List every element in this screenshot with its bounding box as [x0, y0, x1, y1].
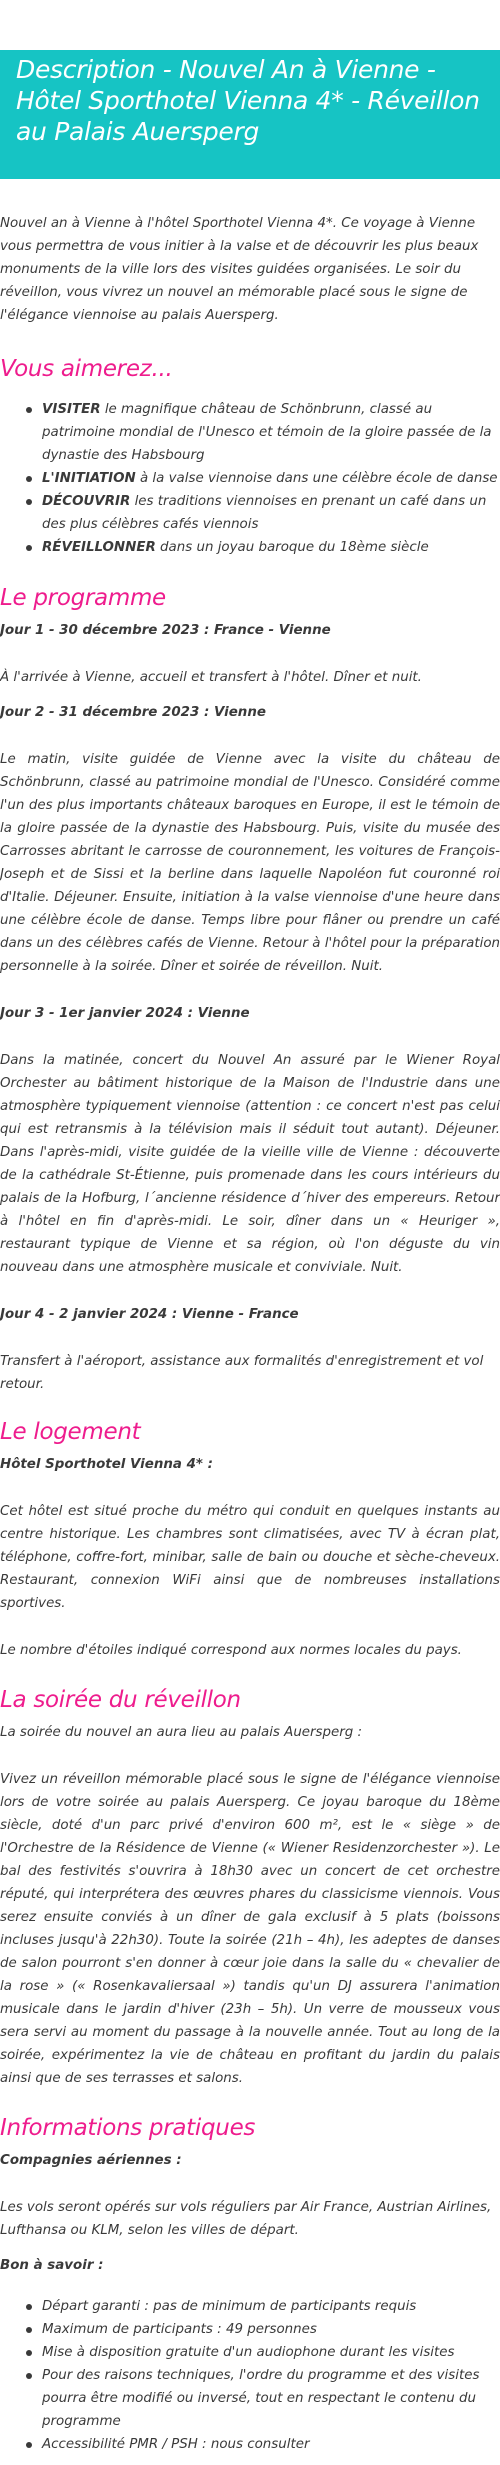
soiree-text: Vivez un réveillon mémorable placé sous le signe de l'élégance viennoise lors de votre soirée au palais Auersperg. Ce joyau baroque du 18ème siècle, doté d'un parc privé d'environ 600 m², est le « siège » de l'Orchestre de la Résidence de Vienne (« Wiener Residenzorchester »). Le bal des festivités s'ouvrira à 18h30 avec un concert de cet orchestre réputé, qui interprétera des œuvres phares du classicisme viennois. Vous serez ensuite conviés à un dîner de gala exclusif à 5 plats (boissons incluses jusqu'à 22h30). Toute la soirée (21h – 4h), les adeptes de danses de salon pourront s'en donner à cœur joie dans la salle du « chevalier de la rose » (« Rosenkavaliersaal ») tandis qu'un DJ assurera l'animation musicale dans le jardin d'hiver (23h – 5h). Un verre de mousseux vous sera servi au moment du passage à la nouvelle année. Tout au long de la soirée, expérimentez la vie de château en profitant du jardin du palais ainsi que de ses terrasses et salons.	[0, 1772, 500, 2086]
intro-paragraph: Nouvel an à Vienne à l'hôtel Sporthotel Vienna 4*. Ce voyage à Vienne vous permettra de vous initier à la valse et de découvrir les plus beaux monuments de la ville lors des visites guidées organisées. Le soir du réveillon, vous vivrez un nouvel an mémorable placé sous le signe de l'élégance viennoise au palais Auersperg.	[0, 216, 479, 323]
list-item: VISITER le magnifique château de Schönbrunn, classé au patrimoine mondial de l'Unesco et témoin de la gloire passée de la dynastie des Habsbourg	[42, 398, 500, 467]
soiree-lead: La soirée du nouvel an aura lieu au palais Auersperg :	[0, 1725, 363, 1740]
list-item: Maximum de participants : 49 personnes	[42, 2318, 500, 2341]
logement-note: Le nombre d'étoiles indiqué correspond aux normes locales du pays.	[0, 1643, 462, 1658]
day3-title: Jour 3 - 1er janvier 2024 : Vienne	[0, 1006, 250, 1021]
vous-aimerez-heading: Vous aimerez...	[0, 356, 173, 382]
list-item: Mise à disposition gratuite d'un audiophone durant les visites	[42, 2341, 500, 2364]
day1-text: À l'arrivée à Vienne, accueil et transfert à l'hôtel. Dîner et nuit.	[0, 670, 422, 685]
hotel-name: Hôtel Sporthotel Vienna 4* :	[0, 1457, 213, 1472]
list-item: Départ garanti : pas de minimum de participants requis	[42, 2295, 500, 2318]
day4-title: Jour 4 - 2 janvier 2024 : Vienne - France	[0, 1307, 299, 1322]
day2-title: Jour 2 - 31 décembre 2023 : Vienne	[0, 705, 266, 720]
list-item: Accessibilité PMR / PSH : nous consulter	[42, 2433, 500, 2456]
logement-text: Cet hôtel est situé proche du métro qui conduit en quelques instants au centre historique. Les chambres sont climatisées, avec TV à écran plat, téléphone, coffre-fort, minibar, salle de bain ou douche et sèche-cheveux. Restaurant, connexion WiFi ainsi que de nombreuses installations sportives.	[0, 1504, 500, 1611]
content	[0, 212, 500, 2456]
day4-text: Transfert à l'aéroport, assistance aux formalités d'enregistrement et vol retour.	[0, 1354, 484, 1392]
bon-a-savoir-title: Bon à savoir :	[0, 2258, 104, 2273]
list-item: DÉCOUVRIR les traditions viennoises en prenant un café dans un des plus célèbres cafés viennois	[42, 490, 500, 536]
logement-heading: Le logement	[0, 1419, 141, 1445]
list-item: Pour des raisons techniques, l'ordre du programme et des visites pourra être modifié ou inversé, tout en respectant le contenu du programme	[42, 2364, 500, 2433]
compagnies-text: Les vols seront opérés sur vols réguliers par Air France, Austrian Airlines, Lufthansa ou KLM, selon les villes de départ.	[0, 2200, 492, 2238]
day3-text: Dans la matinée, concert du Nouvel An assuré par le Wiener Royal Orchester au bâtiment historique de la Maison de l'Industrie dans une atmosphère typiquement viennoise (attention : ce concert n'est pas celui qui est retransmis à la télévision mais il séduit tout autant). Déjeuner. Dans l'après-midi, visite guidée de la vieille ville de Vienne : découverte de la cathédrale St-Étienne, puis promenade dans les cours intérieurs du palais de la Hofburg, l´ancienne résidence d´hiver des empereurs. Retour à l'hôtel en fin d'après-midi. Le soir, dîner dans un « Heuriger », restaurant typique de Vienne et sa région, où l'on déguste du vin nouveau dans une atmosphère musicale et conviviale. Nuit.	[0, 1053, 500, 1275]
day1-title: Jour 1 - 30 décembre 2023 : France - Vienne	[0, 623, 331, 638]
title-band	[0, 50, 500, 179]
compagnies-title: Compagnies aériennes :	[0, 2153, 182, 2168]
list-item: L'INITIATION à la valse viennoise dans une célèbre école de danse	[42, 467, 500, 490]
vous-aimerez-list	[0, 398, 500, 559]
list-item: RÉVEILLONNER dans un joyau baroque du 18ème siècle	[42, 536, 500, 559]
bon-a-savoir-list	[0, 2295, 500, 2456]
programme-heading: Le programme	[0, 585, 166, 611]
soiree-heading: La soirée du réveillon	[0, 1687, 241, 1713]
infos-heading: Informations pratiques	[0, 2115, 256, 2141]
page-title: Description - Nouvel An à Vienne - Hôtel Sporthotel Vienna 4* - Réveillon au Palais Auersperg	[16, 55, 480, 146]
day2-text: Le matin, visite guidée de Vienne avec la visite du château de Schönbrunn, classé au patrimoine mondial de l'Unesco. Considéré comme l'un des plus importants châteaux baroques en Europe, il est le témoin de la gloire passée de la dynastie des Habsbourg. Puis, visite du musée des Carrosses abritant le carrosse de couronnement, les voitures de François-Joseph et de Sissi et la berline dans laquelle Napoléon fut couronné roi d'Italie. Déjeuner. Ensuite, initiation à la valse viennoise d'une heure dans une célèbre école de danse. Temps libre pour flâner ou prendre un café dans un des célèbres cafés de Vienne. Retour à l'hôtel pour la préparation personnelle à la soirée. Dîner et soirée de réveillon. Nuit.	[0, 752, 500, 974]
